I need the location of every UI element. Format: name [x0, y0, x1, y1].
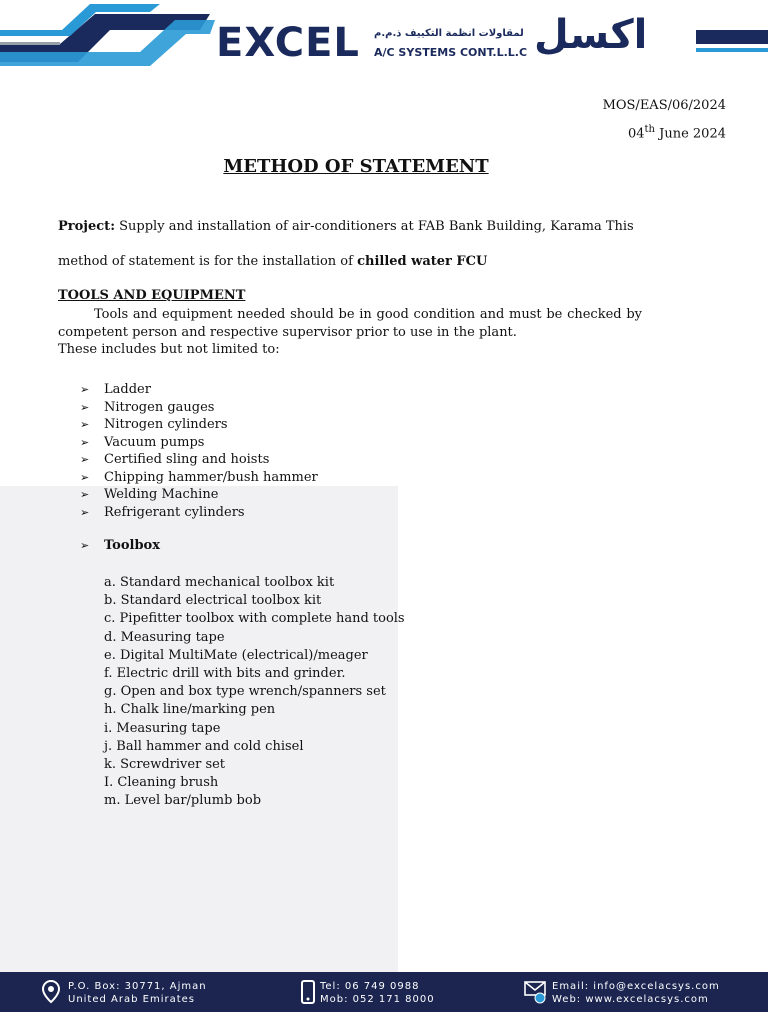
date-suffix: th: [644, 124, 655, 135]
letterhead-graphic: [0, 0, 768, 80]
tools-paragraph: [58, 306, 642, 359]
tools-intro: These includes but not limited to:: [58, 342, 280, 357]
list-item-text: Ladder: [104, 382, 151, 397]
list-item-text: Chipping hammer/bush hammer: [104, 469, 318, 485]
list-item: I. Cleaning brush: [104, 775, 219, 791]
right-stripe-blue: [696, 48, 768, 52]
website-address[interactable]: Web: www.excelacsys.com: [552, 994, 709, 1005]
project-line-1: [58, 219, 634, 234]
project-scope: chilled water FCU: [357, 254, 488, 269]
list-item-text: Welding Machine: [104, 487, 219, 502]
date-rest: June 2024: [655, 126, 726, 142]
location-pin-icon: [42, 980, 60, 1004]
toolbox-list: [104, 574, 405, 810]
address-line-1: P.O. Box: 30771, Ajman: [68, 981, 207, 992]
letterhead: [0, 0, 768, 80]
list-item: f. Electric drill with bits and grinder.: [104, 665, 346, 681]
toolbox-heading: [80, 538, 160, 553]
arrow-bullet-icon: ➢: [80, 488, 90, 501]
arrow-bullet-icon: ➢: [80, 505, 90, 519]
list-item: j. Ball hammer and cold chisel: [104, 738, 304, 754]
footer-phone: [320, 980, 435, 1006]
list-item-text: Nitrogen cylinders: [104, 417, 228, 432]
list-item: c. Pipefitter toolbox with complete hand tools: [104, 611, 405, 627]
arrow-bullet-icon: ➢: [80, 453, 90, 466]
project-text: Supply and installation of air-conditioners at FAB Bank Building, Karama This: [115, 219, 634, 234]
tools-list: [80, 381, 318, 521]
list-item: d. Measuring tape: [104, 629, 225, 645]
tools-paragraph-text: Tools and equipment needed should be in good condition and must be checked by competent person and respective supervisor prior to use in the plant.: [58, 307, 642, 340]
logo-arabic: اكسل: [534, 12, 648, 58]
document-title-text: METHOD OF STATEMENT: [223, 156, 489, 177]
project-label: Project:: [58, 219, 115, 234]
reference-number: MOS/EAS/06/2024: [602, 98, 726, 113]
list-item: [80, 381, 318, 399]
mobile-phone-icon: [300, 980, 316, 1006]
list-item: h. Chalk line/marking pen: [104, 702, 276, 718]
company-name-english: A/C SYSTEMS CONT.L.L.C: [374, 46, 528, 59]
right-stripe-dark: [696, 30, 768, 44]
list-item: a. Standard mechanical toolbox kit: [104, 575, 335, 590]
arrow-bullet-icon: ➢: [80, 470, 90, 484]
list-item: g. Open and box type wrench/spanners set: [104, 684, 386, 700]
list-item: [80, 486, 318, 504]
arrow-bullet-icon: ➢: [80, 383, 90, 396]
project-text-2: method of statement is for the installation of: [58, 254, 358, 269]
list-item: [80, 416, 318, 434]
reference-date: [603, 118, 726, 146]
company-name-arabic: لمقاولات انظمة التكييف ذ.م.م: [374, 28, 524, 39]
list-item: [80, 399, 318, 417]
list-item: m. Level bar/plumb bob: [104, 793, 262, 809]
section-heading-tools: TOOLS AND EQUIPMENT: [58, 288, 246, 303]
document-title: [0, 156, 712, 177]
list-item: b. Standard electrical toolbox kit: [104, 593, 322, 609]
arrow-bullet-icon: ➢: [80, 539, 90, 552]
list-item: k. Screwdriver set: [104, 756, 226, 772]
list-item: [80, 451, 318, 469]
list-item-text: Certified sling and hoists: [104, 452, 270, 467]
list-item: e. Digital MultiMate (electrical)/meager: [104, 647, 368, 663]
address-line-2: United Arab Emirates: [68, 994, 196, 1005]
bottom-margin: [0, 1012, 768, 1024]
reference-block: [603, 94, 726, 146]
list-item: [80, 469, 318, 487]
list-item: i. Measuring tape: [104, 720, 221, 736]
logo-wordmark: EXCEL: [216, 20, 360, 66]
telephone-number: Tel: 06 749 0988: [320, 981, 420, 992]
toolbox-heading-text: Toolbox: [104, 538, 160, 553]
list-item: [80, 504, 318, 522]
list-item-text: Vacuum pumps: [104, 434, 205, 450]
arrow-bullet-icon: ➢: [80, 418, 90, 431]
email-address[interactable]: Email: info@excelacsys.com: [552, 981, 720, 992]
left-gray-line: [0, 42, 60, 45]
project-line-2: [58, 254, 487, 269]
email-globe-icon: [524, 980, 548, 1004]
list-item: [80, 434, 318, 452]
arrow-bullet-icon: ➢: [80, 400, 90, 414]
footer-address: [68, 980, 207, 1006]
list-item-text: Refrigerant cylinders: [104, 504, 245, 520]
footer-contact: [552, 980, 720, 1006]
date-day: 04: [627, 126, 645, 142]
mobile-number: Mob: 052 171 8000: [320, 994, 435, 1005]
list-item-text: Nitrogen gauges: [104, 399, 215, 415]
letterhead-footer: [0, 972, 768, 1012]
arrow-bullet-icon: ➢: [80, 435, 90, 449]
